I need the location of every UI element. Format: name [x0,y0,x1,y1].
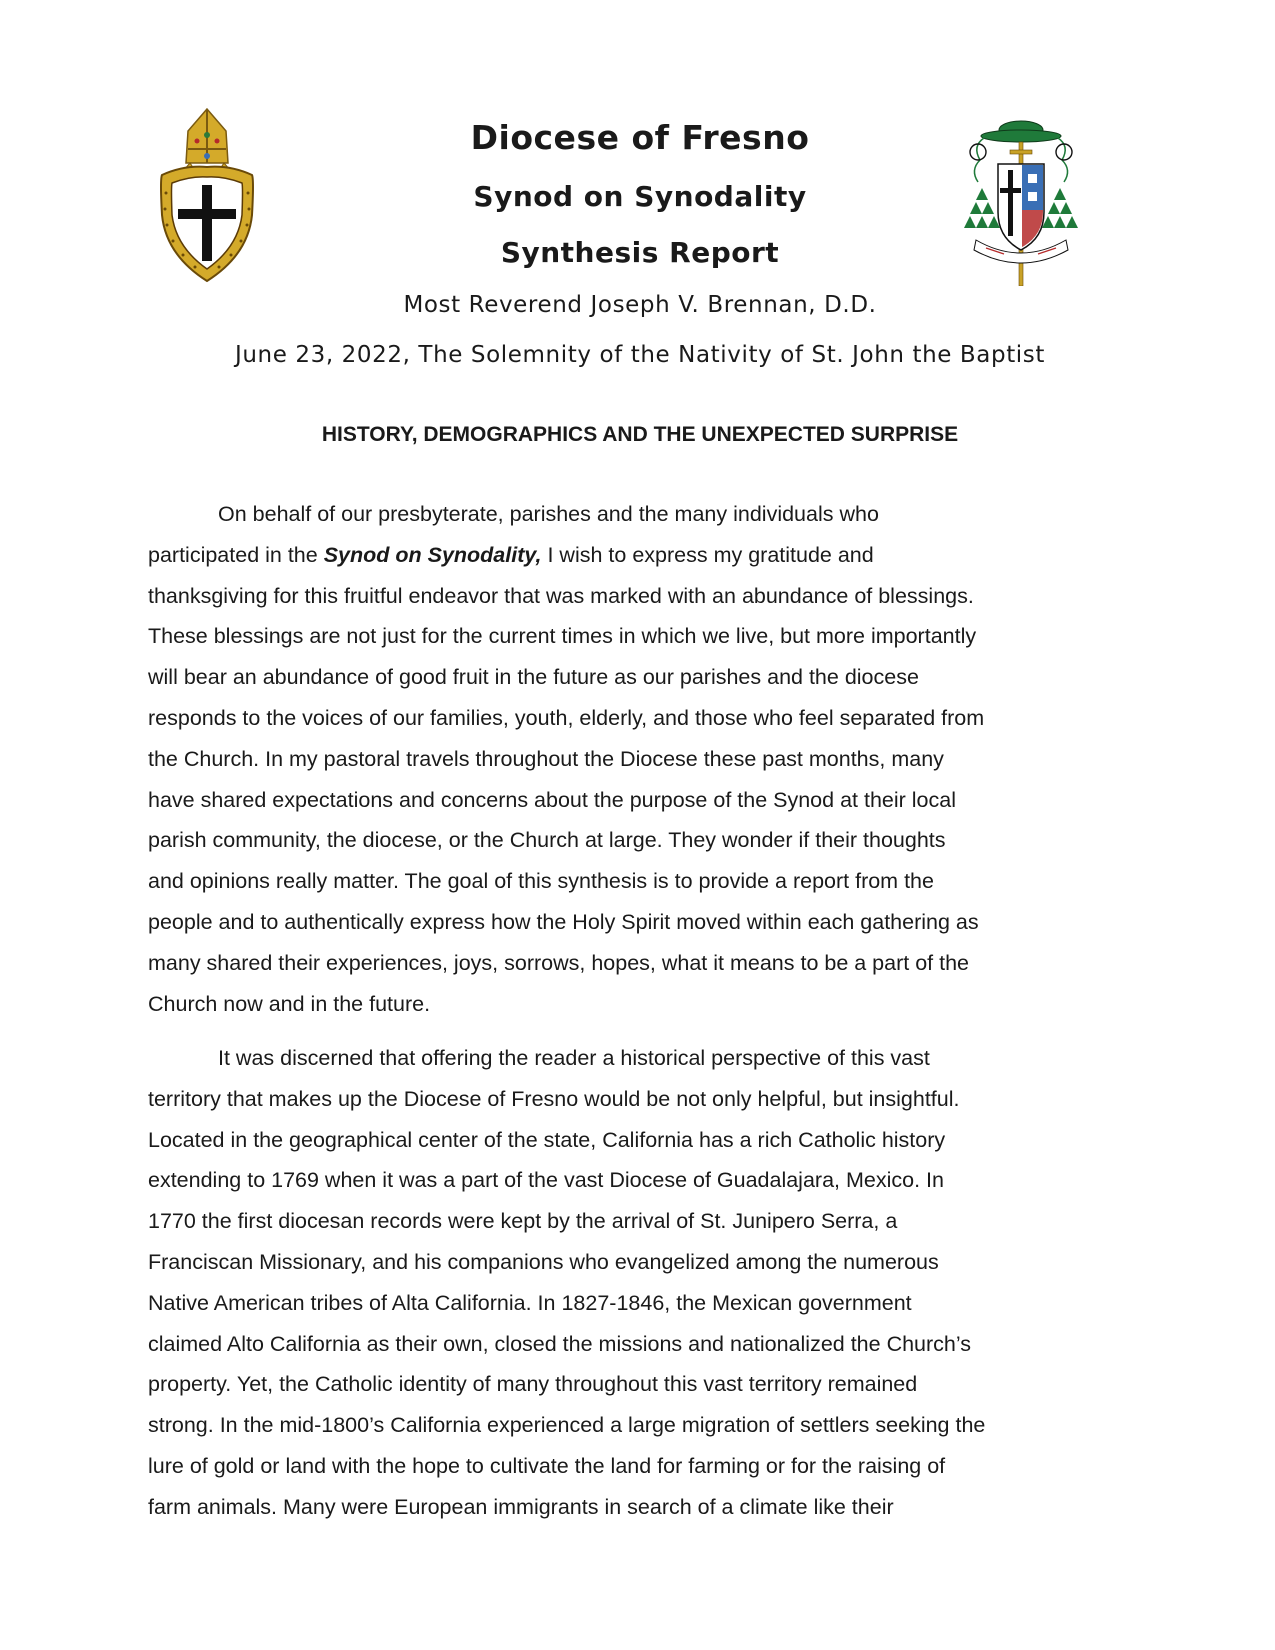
paragraph-line: strong. In the mid-1800’s California experienced a large migration of settlers seeking the [148,1413,986,1438]
paragraph-line: the Church. In my pastoral travels throughout the Diocese these past months, many [148,746,944,771]
paragraph-line: On behalf of our presbyterate, parishes and the many individuals who [218,502,879,526]
report-type: Synthesis Report [500,236,780,269]
paragraph-gratitude [148,494,1088,1024]
paragraph-line: thanksgiving for this fruitful endeavor that was marked with an abundance of blessings. [148,583,974,608]
paragraph-line: will bear an abundance of good fruit in the future as our parishes and the diocese [148,665,919,690]
paragraph-line: 1770 the first diocesan records were kept by the arrival of St. Junipero Serra, a [148,1209,898,1234]
paragraph-history [148,1038,1088,1528]
paragraph-line: people and to authentically express how the Holy Spirit moved within each gathering as [148,909,979,934]
document-title: Diocese of Fresno [470,118,810,157]
paragraph-line: territory that makes up the Diocese of Fresno would be not only helpful, but insightful. [148,1086,960,1111]
paragraph-line: These blessings are not just for the current times in which we live, but more importantly [148,624,977,649]
text-run: participated in the [148,542,324,567]
paragraph-line: many shared their experiences, joys, sorrows, hopes, what it means to be a part of the [148,950,969,975]
author-line: Most Reverend Joseph V. Brennan, D.D. [403,292,877,318]
paragraph-line: Located in the geographical center of the state, California has a rich Catholic history [148,1127,946,1152]
paragraph-line: and opinions really matter. The goal of this synthesis is to provide a report from the [148,869,934,894]
document-subtitle: Synod on Synodality [473,180,807,213]
paragraph-line: Franciscan Missionary, and his companions who evangelized among the numerous [148,1249,939,1274]
paragraph-line: Native American tribes of Alta California. In 1827-1846, the Mexican government [148,1290,912,1315]
paragraph-line: Church now and in the future. [148,991,431,1016]
section-heading: HISTORY, DEMOGRAPHICS AND THE UNEXPECTED SURPRISE [321,423,959,446]
paragraph-line: property. Yet, the Catholic identity of many throughout this vast territory remained [148,1372,918,1397]
paragraph-line: farm animals. Many were European immigrants in search of a climate like their [148,1494,894,1519]
bishop-coat-of-arms [962,116,1080,286]
text-run: I wish to express my gratitude and [541,542,874,567]
paragraph-line: lure of gold or land with the hope to cultivate the land for farming or for the raising of [148,1453,946,1478]
diocesan-coat-of-arms [148,105,266,285]
paragraph-line: extending to 1769 when it was a part of the vast Diocese of Guadalajara, Mexico. In [148,1168,944,1193]
paragraph-line: parish community, the diocese, or the Church at large. They wonder if their thoughts [148,828,946,853]
paragraph-line: claimed Alto California as their own, closed the missions and nationalized the Church’s [148,1331,972,1356]
emphasized-synod-title: Synod on Synodality, [323,542,542,567]
paragraph-line: responds to the voices of our families, youth, elderly, and those who feel separated from [148,705,985,730]
date-line: June 23, 2022, The Solemnity of the Nativity of St. John the Baptist [234,342,1046,368]
paragraph-line [148,535,1088,576]
paragraph-line: It was discerned that offering the reader a historical perspective of this vast [218,1046,930,1070]
paragraph-line: have shared expectations and concerns about the purpose of the Synod at their local [148,787,956,812]
